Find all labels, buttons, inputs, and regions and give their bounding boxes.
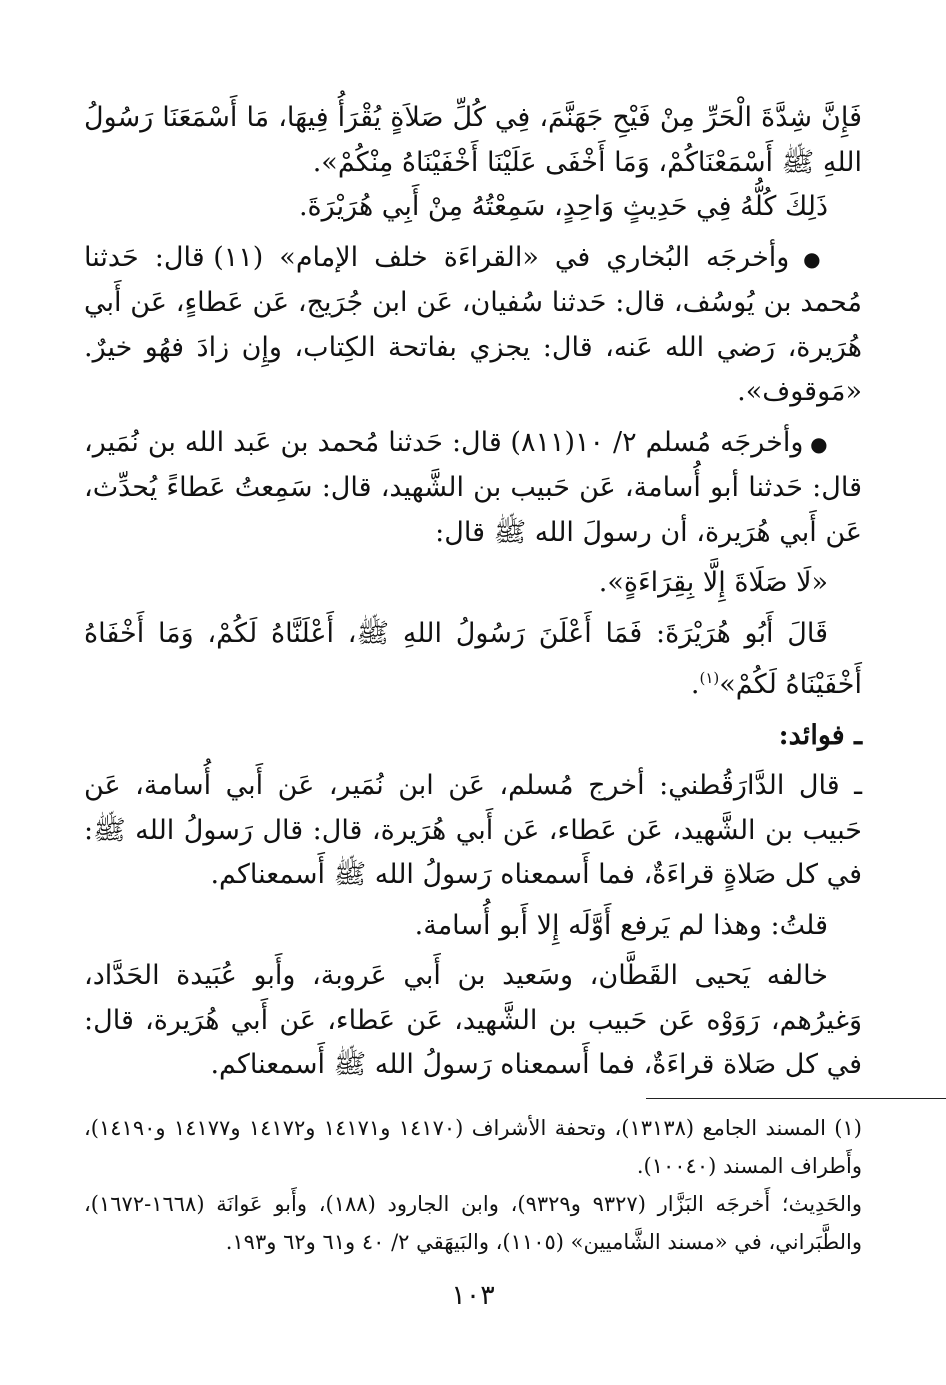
footnote-ref-1: (١) [699,669,720,687]
abu-hurayra-statement-text: قَالَ أَبُو هُرَيْرَةَ: فَمَا أَعْلَنَ رَسُولُ اللهِ ﷺ، أَعْلَنَّاهُ لَكُمْ، وَمَا أَخْفَاهُ أَخْفَيْنَاهُ لَكُمْ» [84,617,862,700]
abu-hurayra-statement: قَالَ أَبُو هُرَيْرَةَ: فَمَا أَعْلَنَ رَسُولُ اللهِ ﷺ، أَعْلَنَّاهُ لَكُمْ، وَمَا أَخْفَاهُ أَخْفَيْنَاهُ لَكُمْ»$^{(١)}$. [84,617,862,700]
benefits-heading: ـ فوائد: [778,719,862,751]
daraqutni-quote: ـ قال الدَّارَقُطني: أخرج مُسلم، عَن ابن نُمَير، عَن أَبي أُسامة، عَن حَبيب بن الشَّهيد، عَن عَطاء، عَن أَبي هُرَيرة، قال: قال رَسولُ الله ﷺ: في كل صَلاةٍ قراءَةٌ، فما أَسمعناه رَسولُ الله ﷺ أَسمعناكم. [84,770,862,890]
footnotes [84,1109,862,1261]
footnote-2: والحَدِيث؛ أَخرجَه البَزَّار (٩٣٢٧ و٩٣٢٩)، وابن الجارود (١٨٨)، وأَبو عَوانَة (١٦٦٨-١٦٧٢)، والطَّبَراني، في «مسند الشَّاميين» (١١٠٥)، والبَيهَقي ٢/ ٤٠ و٦١ و٦٢ و١٩٣. [84,1191,862,1254]
footnote-divider [646,1098,946,1099]
main-text [84,96,862,1088]
contradiction-note: خالفه يَحيى القَطَّان، وسَعيد بن أَبي عَروبة، وأَبو عُبَيدة الحَدَّاد، وَغيرُهم، رَوَوْه عَن حَبيب بن الشَّهيد، عَن عَطاء، عَن أَبي هُرَيرة، قال: في كل صَلاة قراءَةٌ، فما أَسمعناه رَسولُ الله ﷺ أَسمعناكم. [84,960,862,1080]
narrator-note: ذَلِكَ كُلُّهُ فِي حَدِيثٍ وَاحِدٍ، سَمِعْتُهُ مِنْ أَبِي هُرَيْرَةَ. [298,191,828,222]
hadith-text: «لَا صَلَاةَ إِلَّا بِقِرَاءَةٍ». [598,567,828,598]
hadith-continuation: فَإِنَّ شِدَّةَ الْحَرِّ مِنْ فَيْحِ جَهَنَّمَ، فِي كُلِّ صَلاَةٍ يُقْرَأُ فِيهَا، مَا أَسْمَعَنَا رَسُولُ اللهِ ﷺ أَسْمَعْنَاكُمْ، وَمَا أَخْفَى عَلَيْنَا أَخْفَيْنَاهُ مِنْكُمْ». [84,102,862,178]
page-number: ١٠٣ [451,1280,495,1311]
muslim-narration: ● وأخرجَه مُسلم ٢/ ١٠(٨١١) قال: حَدثنا مُحمد بن عَبد الله بن نُمَير، قال: حَدثنا أبو أُسامة، عَن حَبيب بن الشَّهيد، قال: سَمِعتُ عَطاءً يُحدِّث، عَن أَبي هُرَيرة، أن رسولَ الله ﷺ قال: [84,421,862,556]
author-comment: قلتُ: وهذا لم يَرفع أَوَّلَه إِلا أَبو أُسامة. [414,909,828,941]
bukhari-narration: ● وأخرجَه البُخاري في «القراءَة خلف الإمام» (١١) قال: حَدثنا مُحمد بن يُوسُف، قال: حَدثنا سُفيان، عَن ابن جُرَيج، عَن عَطاءٍ، عَن أَبي هُرَيرة، رَضي الله عَنه، قال: يجزي بفاتحة الكِتاب، وإِن زادَ فهُو خيرٌ. «مَوقوف». [84,236,862,415]
footnote-1: (١) المسند الجامع (١٣١٣٨)، وتحفة الأشراف (١٤١٧٠ و١٤١٧١ و١٤١٧٢ و١٤١٧٧ و١٤١٩٠)، وأَطراف المسند (١٠٠٤٠). [84,1115,862,1178]
